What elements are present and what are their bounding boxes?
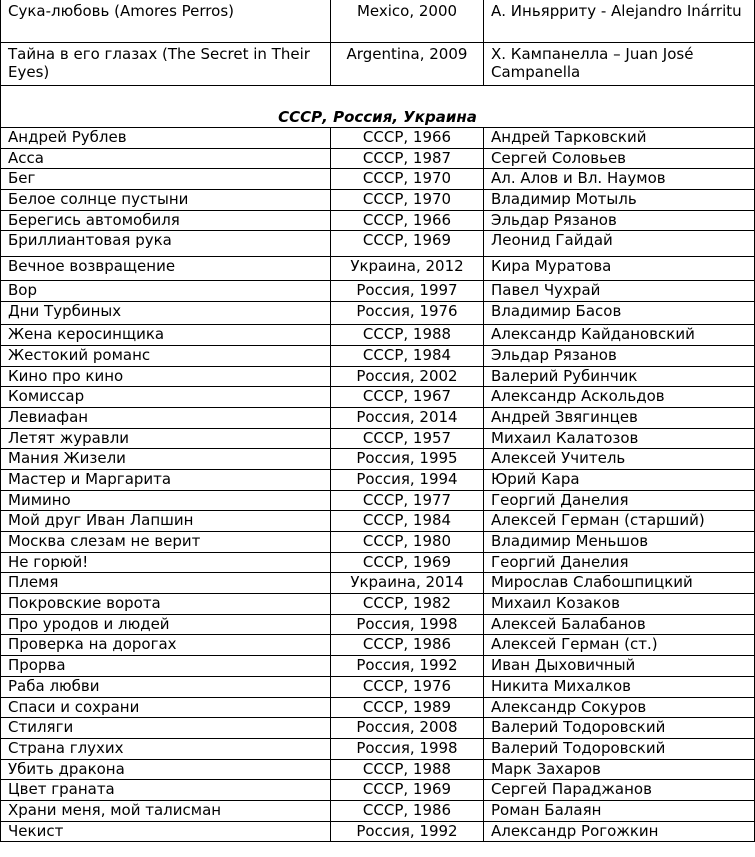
table-row <box>1 573 755 594</box>
film-title: Белое солнце пустыни <box>1 190 331 211</box>
film-origin: Россия, 1994 <box>331 469 484 490</box>
film-director: Кира Муратова <box>484 257 755 281</box>
table-row <box>1 345 755 366</box>
film-origin: СССР, 1987 <box>331 148 484 169</box>
table-row <box>1 231 755 257</box>
film-director: Ал. Алов и Вл. Наумов <box>484 169 755 190</box>
film-title: Племя <box>1 573 331 594</box>
film-origin: Россия, 1997 <box>331 280 484 301</box>
film-director: Роман Балаян <box>484 800 755 821</box>
film-title: Стиляги <box>1 718 331 739</box>
film-origin: Россия, 2008 <box>331 718 484 739</box>
film-director: А. Иньярриту - Alejandro Inárritu <box>484 0 755 43</box>
film-origin: Россия, 1976 <box>331 301 484 325</box>
film-director: Алексей Герман (старший) <box>484 511 755 532</box>
film-origin: СССР, 1976 <box>331 676 484 697</box>
film-origin: СССР, 1984 <box>331 345 484 366</box>
film-origin: СССР, 1988 <box>331 325 484 346</box>
table-row <box>1 800 755 821</box>
film-title: Проверка на дорогах <box>1 635 331 656</box>
film-director: Георгий Данелия <box>484 552 755 573</box>
film-origin: СССР, 1969 <box>331 231 484 257</box>
film-title: Убить дракона <box>1 759 331 780</box>
film-origin: Россия, 1998 <box>331 614 484 635</box>
film-director: Х. Кампанелла – Juan José Campanella <box>484 43 755 86</box>
film-director: Алексей Балабанов <box>484 614 755 635</box>
table-row <box>1 614 755 635</box>
table-row <box>1 821 755 842</box>
film-origin: Россия, 2014 <box>331 407 484 428</box>
film-director: Сергей Параджанов <box>484 780 755 801</box>
film-director: Эльдар Рязанов <box>484 345 755 366</box>
film-title: Цвет граната <box>1 780 331 801</box>
film-director: Андрей Звягинцев <box>484 407 755 428</box>
film-director: Никита Михалков <box>484 676 755 697</box>
film-title: Бег <box>1 169 331 190</box>
film-director: Валерий Тодоровский <box>484 738 755 759</box>
film-origin: СССР, 1967 <box>331 387 484 408</box>
film-title: Бриллиантовая рука <box>1 231 331 257</box>
film-director: Андрей Тарковский <box>484 128 755 149</box>
film-title: Москва слезам не верит <box>1 532 331 553</box>
film-director: Михаил Козаков <box>484 594 755 615</box>
film-director: Михаил Калатозов <box>484 428 755 449</box>
film-origin: СССР, 1988 <box>331 759 484 780</box>
table-row <box>1 718 755 739</box>
section-header-row <box>1 86 755 128</box>
table-row <box>1 759 755 780</box>
table-row <box>1 148 755 169</box>
film-title: Сука-любовь (Amores Perros) <box>1 0 331 43</box>
film-director: Мирослав Слабошпицкий <box>484 573 755 594</box>
table-row <box>1 676 755 697</box>
film-title: Кино про кино <box>1 366 331 387</box>
film-origin: Argentina, 2009 <box>331 43 484 86</box>
table-row <box>1 780 755 801</box>
table-row <box>1 656 755 677</box>
table-row <box>1 552 755 573</box>
film-title: Жестокий романс <box>1 345 331 366</box>
film-director: Сергей Соловьев <box>484 148 755 169</box>
film-director: Леонид Гайдай <box>484 231 755 257</box>
film-director: Георгий Данелия <box>484 490 755 511</box>
film-title: Комиссар <box>1 387 331 408</box>
film-origin: Россия, 2002 <box>331 366 484 387</box>
table-row <box>1 469 755 490</box>
table-row <box>1 210 755 231</box>
film-title: Мимино <box>1 490 331 511</box>
film-origin: СССР, 1957 <box>331 428 484 449</box>
film-origin: СССР, 1980 <box>331 532 484 553</box>
film-origin: СССР, 1977 <box>331 490 484 511</box>
film-origin: СССР, 1970 <box>331 190 484 211</box>
film-title: Раба любви <box>1 676 331 697</box>
film-director: Иван Дыховичный <box>484 656 755 677</box>
table-row <box>1 532 755 553</box>
film-origin: Россия, 1992 <box>331 656 484 677</box>
film-director: Александр Кайдановский <box>484 325 755 346</box>
film-origin: СССР, 1969 <box>331 552 484 573</box>
film-origin: Россия, 1995 <box>331 449 484 470</box>
table-row <box>1 190 755 211</box>
film-origin: Украина, 2014 <box>331 573 484 594</box>
film-director: Валерий Тодоровский <box>484 718 755 739</box>
table-row <box>1 428 755 449</box>
table-row <box>1 594 755 615</box>
film-title: Про уродов и людей <box>1 614 331 635</box>
film-director: Александр Сокуров <box>484 697 755 718</box>
table-row <box>1 280 755 301</box>
table-row <box>1 511 755 532</box>
film-origin: СССР, 1966 <box>331 210 484 231</box>
film-origin: СССР, 1986 <box>331 800 484 821</box>
table-row <box>1 257 755 281</box>
film-director: Алексей Учитель <box>484 449 755 470</box>
table-row <box>1 128 755 149</box>
table-row <box>1 43 755 86</box>
film-title: Спаси и сохрани <box>1 697 331 718</box>
table-row <box>1 697 755 718</box>
film-title: Летят журавли <box>1 428 331 449</box>
film-title: Андрей Рублев <box>1 128 331 149</box>
film-origin: СССР, 1984 <box>331 511 484 532</box>
table-row <box>1 490 755 511</box>
table-row <box>1 169 755 190</box>
film-title: Берегись автомобиля <box>1 210 331 231</box>
table-row <box>1 325 755 346</box>
film-director: Александр Аскольдов <box>484 387 755 408</box>
film-origin: СССР, 1986 <box>331 635 484 656</box>
table-row <box>1 738 755 759</box>
film-origin: Россия, 1998 <box>331 738 484 759</box>
film-title: Левиафан <box>1 407 331 428</box>
film-title: Вор <box>1 280 331 301</box>
film-title: Асса <box>1 148 331 169</box>
table-row <box>1 407 755 428</box>
film-title: Мой друг Иван Лапшин <box>1 511 331 532</box>
film-director: Юрий Кара <box>484 469 755 490</box>
film-origin: Украина, 2012 <box>331 257 484 281</box>
film-origin: Россия, 1992 <box>331 821 484 842</box>
film-title: Дни Турбиных <box>1 301 331 325</box>
film-title: Прорва <box>1 656 331 677</box>
film-director: Владимир Меньшов <box>484 532 755 553</box>
film-title: Вечное возвращение <box>1 257 331 281</box>
table-row <box>1 0 755 43</box>
film-director: Алексей Герман (ст.) <box>484 635 755 656</box>
film-title: Покровские ворота <box>1 594 331 615</box>
table-row <box>1 366 755 387</box>
table-row <box>1 635 755 656</box>
film-title: Мания Жизели <box>1 449 331 470</box>
film-director: Александр Рогожкин <box>484 821 755 842</box>
film-origin: СССР, 1969 <box>331 780 484 801</box>
film-director: Владимир Басов <box>484 301 755 325</box>
film-origin: СССР, 1966 <box>331 128 484 149</box>
table-row <box>1 449 755 470</box>
film-director: Валерий Рубинчик <box>484 366 755 387</box>
film-origin: СССР, 1982 <box>331 594 484 615</box>
film-director: Павел Чухрай <box>484 280 755 301</box>
film-title: Не горюй! <box>1 552 331 573</box>
film-title: Мастер и Маргарита <box>1 469 331 490</box>
film-title: Храни меня, мой талисман <box>1 800 331 821</box>
film-origin: СССР, 1989 <box>331 697 484 718</box>
film-origin: СССР, 1970 <box>331 169 484 190</box>
film-director: Владимир Мотыль <box>484 190 755 211</box>
film-title: Страна глухих <box>1 738 331 759</box>
film-origin: Mexico, 2000 <box>331 0 484 43</box>
section-title: СССР, Россия, Украина <box>1 86 755 128</box>
film-title: Тайна в его глазах (The Secret in Their Eyes) <box>1 43 331 86</box>
film-director: Марк Захаров <box>484 759 755 780</box>
table-row <box>1 387 755 408</box>
table-row <box>1 301 755 325</box>
film-title: Жена керосинщика <box>1 325 331 346</box>
film-director: Эльдар Рязанов <box>484 210 755 231</box>
film-title: Чекист <box>1 821 331 842</box>
